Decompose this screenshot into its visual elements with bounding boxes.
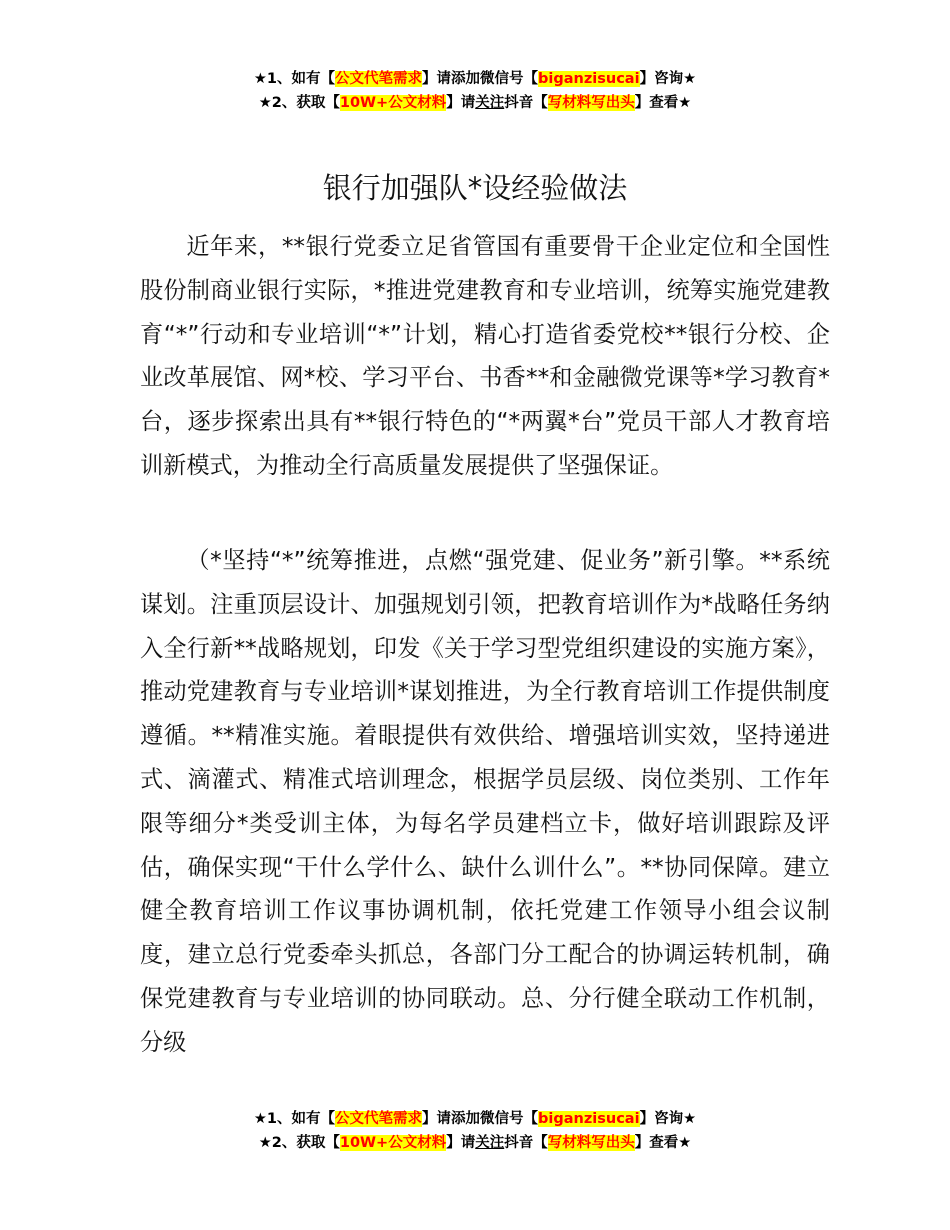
banner-text: 】查看★ xyxy=(634,95,692,111)
banner-underlined-follow: 关注 xyxy=(475,1135,505,1151)
footer-banner xyxy=(0,1107,950,1155)
footer-banner-line-1 xyxy=(0,1107,950,1131)
banner-highlight-service: 公文代笔需求 xyxy=(335,71,423,87)
banner-highlight-service: 公文代笔需求 xyxy=(335,1111,423,1127)
banner-text: 】请 xyxy=(446,95,476,111)
banner-highlight-materials: 10W+公文材料 xyxy=(339,95,447,111)
banner-text: 】请添加微信号【 xyxy=(422,71,539,87)
banner-text: ★2、获取【 xyxy=(258,95,340,111)
body-paragraph-1: 近年来，**银行党委立足省管国有重要骨干企业定位和全国性股份制商业银行实际，*推进党建教育和专业培训，统筹实施党建教育“*”行动和专业培训“*”计划，精心打造省委党校**银行分校、企业改革展馆、网*校、学习平台、书香**和金融微党课等*学习教育*台，逐步探索出具有**银行特色的“*两翼*台”党员干部人才教育培训新模式，为推动全行高质量发展提供了坚强保证。 xyxy=(140,233,830,479)
header-banner xyxy=(0,67,950,115)
banner-highlight-materials: 10W+公文材料 xyxy=(339,1135,447,1151)
footer-banner-line-2 xyxy=(0,1131,950,1155)
document-title: 银行加强队*设经验做法 xyxy=(322,171,628,205)
banner-text: 】咨询★ xyxy=(639,1111,697,1127)
banner-highlight-wechat-id: biganzisucai xyxy=(538,1111,640,1127)
body-paragraph-2: （*坚持“*”统筹推进，点燃“强党建、促业务”新引擎。**系统谋划。注重顶层设计、加强规划引领，把教育培训作为*战略任务纳入全行新**战略规划，印发《关于学习型党组织建设的实施方案》，推动党建教育与专业培训*谋划推进，为全行教育培训工作提供制度遵循。**精准实施。着眼提供有效供给、增强培训实效，坚持递进式、滴灌式、精准式培训理念，根据学员层级、岗位类别、工作年限等细分*类受训主体，为每名学员建档立卡，做好培训跟踪及评估，确保实现“干什么学什么、缺什么训什么”。**协同保障。建立健全教育培训工作议事协调机制，依托党建工作领导小组会议制度，建立总行党委牵头抓总，各部门分工配合的协调运转机制，确保党建教育与专业培训的协同联动。总、分行健全联动工作机制，分级 xyxy=(140,547,830,1056)
banner-text: ★2、获取【 xyxy=(258,1135,340,1151)
banner-text: 抖音【 xyxy=(504,1135,548,1151)
banner-text: 】咨询★ xyxy=(639,71,697,87)
banner-text: 抖音【 xyxy=(504,95,548,111)
banner-highlight-wechat-id: biganzisucai xyxy=(538,71,640,87)
banner-highlight-douyin-account: 写材料写出头 xyxy=(547,1135,635,1151)
header-banner-line-1 xyxy=(0,67,950,91)
header-banner-line-2 xyxy=(0,91,950,115)
banner-text: 】请 xyxy=(446,1135,476,1151)
banner-highlight-douyin-account: 写材料写出头 xyxy=(547,95,635,111)
banner-text: 】请添加微信号【 xyxy=(422,1111,539,1127)
banner-text: 】查看★ xyxy=(634,1135,692,1151)
banner-text: ★1、如有【 xyxy=(253,1111,336,1127)
banner-underlined-follow: 关注 xyxy=(475,95,505,111)
banner-text: ★1、如有【 xyxy=(253,71,336,87)
